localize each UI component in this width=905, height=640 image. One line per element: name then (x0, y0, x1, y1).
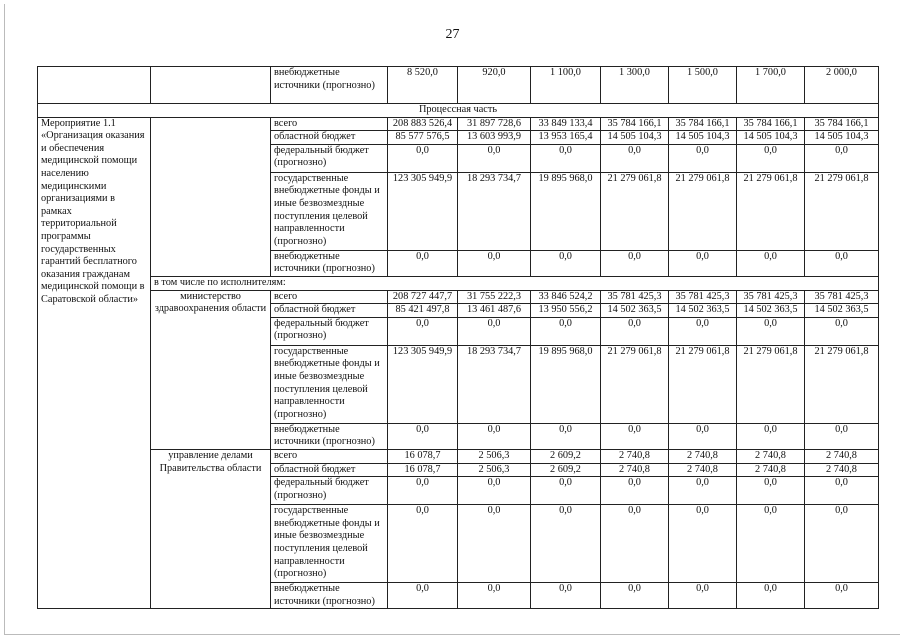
value-cell: 123 305 949,9 (388, 172, 458, 250)
value-cell: 0,0 (531, 505, 601, 583)
value-cell: 0,0 (458, 423, 531, 449)
value-cell: 33 849 133,4 (531, 117, 601, 131)
value-cell: 0,0 (458, 250, 531, 276)
value-cell: 14 505 104,3 (805, 131, 879, 145)
source-label: областной бюджет (271, 304, 388, 318)
source-label: федеральный бюджет (прогнозно) (271, 477, 388, 505)
value-cell: 2 740,8 (737, 449, 805, 463)
value-cell: 21 279 061,8 (669, 345, 737, 423)
table-row (38, 117, 879, 131)
value-cell: 18 293 734,7 (458, 345, 531, 423)
value-cell: 0,0 (531, 250, 601, 276)
value-cell: 0,0 (458, 477, 531, 505)
source-label: областной бюджет (271, 463, 388, 477)
value-cell: 0,0 (458, 505, 531, 583)
value-cell: 21 279 061,8 (805, 172, 879, 250)
value-cell: 13 603 993,9 (458, 131, 531, 145)
value-cell: 35 781 425,3 (669, 290, 737, 304)
value-cell: 0,0 (737, 250, 805, 276)
value-cell: 920,0 (458, 67, 531, 104)
value-cell: 0,0 (737, 583, 805, 609)
value-cell: 0,0 (669, 505, 737, 583)
value-cell: 0,0 (805, 144, 879, 172)
value-cell: 0,0 (669, 477, 737, 505)
value-cell: 21 279 061,8 (805, 345, 879, 423)
empty-cell (151, 67, 271, 104)
value-cell: 0,0 (388, 250, 458, 276)
value-cell: 1 700,0 (737, 67, 805, 104)
executor-name: управление делами Правительства области (151, 449, 271, 608)
value-cell: 0,0 (601, 144, 669, 172)
value-cell: 1 300,0 (601, 67, 669, 104)
value-cell: 35 781 425,3 (737, 290, 805, 304)
value-cell: 0,0 (531, 477, 601, 505)
value-cell: 14 505 104,3 (601, 131, 669, 145)
value-cell: 0,0 (531, 144, 601, 172)
value-cell: 0,0 (669, 250, 737, 276)
value-cell: 0,0 (601, 583, 669, 609)
value-cell: 0,0 (805, 583, 879, 609)
value-cell: 0,0 (388, 477, 458, 505)
value-cell: 0,0 (601, 477, 669, 505)
value-cell: 0,0 (805, 423, 879, 449)
value-cell: 2 506,3 (458, 463, 531, 477)
value-cell: 2 740,8 (601, 449, 669, 463)
value-cell: 0,0 (805, 250, 879, 276)
value-cell: 21 279 061,8 (601, 172, 669, 250)
value-cell: 2 609,2 (531, 449, 601, 463)
value-cell: 31 755 222,3 (458, 290, 531, 304)
value-cell: 21 279 061,8 (737, 172, 805, 250)
value-cell: 0,0 (601, 317, 669, 345)
value-cell: 0,0 (669, 583, 737, 609)
value-cell: 21 279 061,8 (669, 172, 737, 250)
value-cell: 14 502 363,5 (601, 304, 669, 318)
source-label: внебюджетные источники (прогнозно) (271, 250, 388, 276)
source-label: внебюджетные источники (прогнозно) (271, 583, 388, 609)
value-cell: 208 727 447,7 (388, 290, 458, 304)
value-cell: 2 740,8 (737, 463, 805, 477)
value-cell: 35 784 166,1 (805, 117, 879, 131)
value-cell: 123 305 949,9 (388, 345, 458, 423)
value-cell: 0,0 (805, 505, 879, 583)
value-cell: 0,0 (737, 423, 805, 449)
value-cell: 0,0 (805, 317, 879, 345)
page-number: 27 (445, 27, 460, 42)
table-row (38, 67, 879, 104)
value-cell: 2 740,8 (805, 463, 879, 477)
value-cell: 0,0 (737, 505, 805, 583)
value-cell: 2 506,3 (458, 449, 531, 463)
value-cell: 0,0 (388, 423, 458, 449)
value-cell: 13 950 556,2 (531, 304, 601, 318)
value-cell: 0,0 (805, 477, 879, 505)
value-cell: 2 740,8 (805, 449, 879, 463)
value-cell: 85 577 576,5 (388, 131, 458, 145)
empty-cell (38, 67, 151, 104)
value-cell: 0,0 (388, 144, 458, 172)
value-cell: 0,0 (388, 583, 458, 609)
value-cell: 31 897 728,6 (458, 117, 531, 131)
value-cell: 0,0 (601, 505, 669, 583)
executor-name: министерство здравоохранения области (151, 290, 271, 449)
source-label: государственные внебюджетные фонды и иные безвозмездные поступления целевой направленности (прогнозно) (271, 345, 388, 423)
value-cell: 35 781 425,3 (601, 290, 669, 304)
section-title: Процессная часть (38, 104, 879, 118)
source-label: внебюджетные источники (прогнозно) (271, 67, 388, 104)
value-cell: 14 502 363,5 (669, 304, 737, 318)
value-cell: 0,0 (737, 144, 805, 172)
value-cell: 0,0 (388, 317, 458, 345)
value-cell: 2 000,0 (805, 67, 879, 104)
source-label: федеральный бюджет (прогнозно) (271, 144, 388, 172)
value-cell: 8 520,0 (388, 67, 458, 104)
value-cell: 35 784 166,1 (737, 117, 805, 131)
value-cell: 14 505 104,3 (669, 131, 737, 145)
value-cell: 2 740,8 (669, 449, 737, 463)
value-cell: 13 953 165,4 (531, 131, 601, 145)
source-label: внебюджетные источники (прогнозно) (271, 423, 388, 449)
source-label: федеральный бюджет (прогнозно) (271, 317, 388, 345)
value-cell: 18 293 734,7 (458, 172, 531, 250)
value-cell: 0,0 (669, 423, 737, 449)
table-row (38, 276, 879, 290)
value-cell: 21 279 061,8 (601, 345, 669, 423)
source-label: всего (271, 117, 388, 131)
source-label: всего (271, 449, 388, 463)
value-cell: 21 279 061,8 (737, 345, 805, 423)
value-cell: 1 100,0 (531, 67, 601, 104)
value-cell: 2 609,2 (531, 463, 601, 477)
value-cell: 35 781 425,3 (805, 290, 879, 304)
value-cell: 14 505 104,3 (737, 131, 805, 145)
value-cell: 1 500,0 (669, 67, 737, 104)
value-cell: 0,0 (737, 317, 805, 345)
value-cell: 33 846 524,2 (531, 290, 601, 304)
value-cell: 19 895 968,0 (531, 172, 601, 250)
value-cell: 208 883 526,4 (388, 117, 458, 131)
measure-title: Мероприятие 1.1 «Организация оказания и обеспечения медицинской помощи населению медицинскими организациями в рамках территориальной программы государственных гарантий бесплатного оказания гражданам медицинской помощи в Саратовской области» (38, 117, 151, 609)
value-cell: 0,0 (458, 583, 531, 609)
value-cell: 0,0 (669, 144, 737, 172)
value-cell: 16 078,7 (388, 449, 458, 463)
value-cell: 0,0 (458, 144, 531, 172)
value-cell: 35 784 166,1 (601, 117, 669, 131)
executors-header: в том числе по исполнителям: (151, 276, 879, 290)
value-cell: 85 421 497,8 (388, 304, 458, 318)
value-cell: 16 078,7 (388, 463, 458, 477)
value-cell: 0,0 (458, 317, 531, 345)
source-label: областной бюджет (271, 131, 388, 145)
value-cell: 0,0 (601, 423, 669, 449)
value-cell: 0,0 (388, 505, 458, 583)
value-cell: 0,0 (531, 583, 601, 609)
value-cell: 19 895 968,0 (531, 345, 601, 423)
value-cell: 0,0 (531, 423, 601, 449)
value-cell: 0,0 (531, 317, 601, 345)
table-row (38, 290, 879, 304)
value-cell: 0,0 (669, 317, 737, 345)
value-cell: 14 502 363,5 (737, 304, 805, 318)
value-cell: 0,0 (601, 250, 669, 276)
executor-name (151, 117, 271, 276)
value-cell: 14 502 363,5 (805, 304, 879, 318)
source-label: государственные внебюджетные фонды и иные безвозмездные поступления целевой направленности (прогнозно) (271, 505, 388, 583)
table-row (38, 104, 879, 118)
table-row (38, 449, 879, 463)
funding-table (37, 66, 879, 609)
value-cell: 13 461 487,6 (458, 304, 531, 318)
value-cell: 35 784 166,1 (669, 117, 737, 131)
value-cell: 0,0 (737, 477, 805, 505)
source-label: всего (271, 290, 388, 304)
source-label: государственные внебюджетные фонды и иные безвозмездные поступления целевой направленности (прогнозно) (271, 172, 388, 250)
value-cell: 2 740,8 (601, 463, 669, 477)
value-cell: 2 740,8 (669, 463, 737, 477)
